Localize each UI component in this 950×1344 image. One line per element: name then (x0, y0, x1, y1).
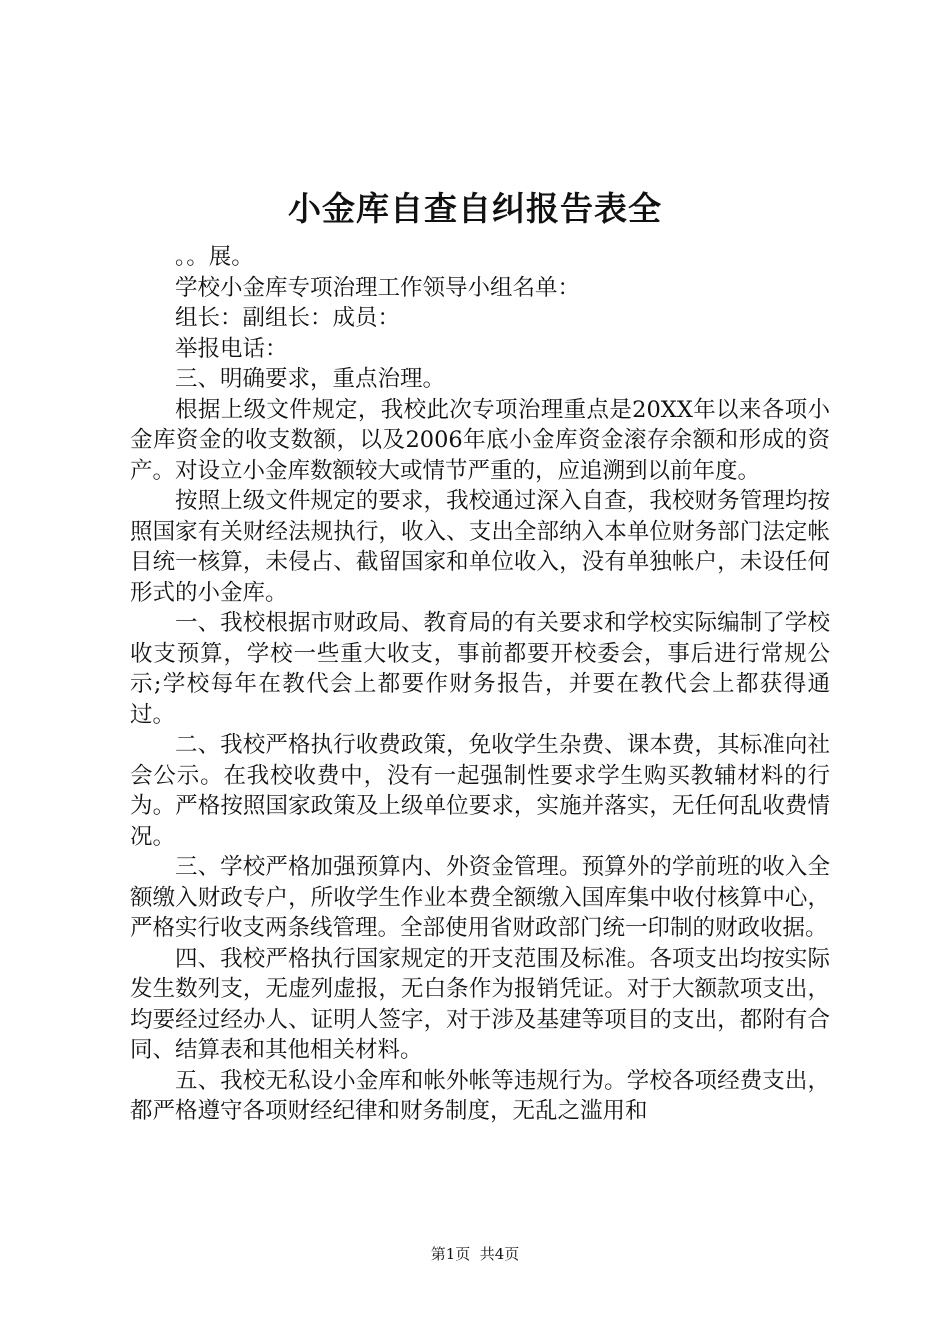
paragraph: 根据上级文件规定，我校此次专项治理重点是20XX年以来各项小金库资金的收支数额，以及2006年底小金库资金滚存余额和形成的资产。对设立小金库数额较大或情节严重的，应追溯到以前年度。 (130, 396, 830, 484)
paragraph: 学校小金库专项治理工作领导小组名单： (175, 274, 581, 301)
page-number-footer: 第1页 共4页 (430, 1245, 520, 1263)
paragraph: 按照上级文件规定的要求，我校通过深入自查，我校财务管理均按照国家有关财经法规执行，收入、支出全部纳入本单位财务部门法定帐目统一核算，未侵占、截留国家和单位收入，没有单独帐户，未设任何形式的小金库。 (130, 488, 830, 606)
document-body (130, 242, 830, 1127)
paragraph: 二、我校严格执行收费政策，免收学生杂费、课本费，其标准向社会公示。在我校收费中，没有一起强制性要求学生购买教辅材料的行为。严格按照国家政策及上级单位要求，实施并落实，无任何乱收费情况。 (130, 732, 830, 850)
paragraph: 五、我校无私设小金库和帐外帐等违规行为。学校各项经费支出，都严格遵守各项财经纪律和财务制度，无乱之滥用和 (130, 1067, 830, 1124)
paragraph: 组长：副组长：成员： (175, 305, 401, 331)
paragraph: 。。展。 (175, 244, 254, 270)
paragraph: 一、我校根据市财政局、教育局的有关要求和学校实际编制了学校收支预算，学校一些重大收支，事前都要开校委会，事后进行常规公示;学校每年在教代会上都要作财务报告，并要在教代会上都获得通过。 (130, 610, 830, 728)
paragraph: 三、明确要求，重点治理。 (175, 366, 446, 392)
document-title: 小金库自查自纠报告表全 (288, 189, 662, 228)
paragraph: 举报电话： (175, 335, 288, 362)
paragraph: 三、学校严格加强预算内、外资金管理。预算外的学前班的收入全额缴入财政专户，所收学生作业本费全额缴入国库集中收付核算中心，严格实行收支两条线管理。全部使用省财政部门统一印制的财政收据。 (130, 854, 830, 941)
paragraph: 四、我校严格执行国家规定的开支范围及标准。各项支出均按实际发生数列支，无虚列虚报，无白条作为报销凭证。对于大额款项支出，均要经过经办人、证明人签字，对于涉及基建等项目的支出，都附有合同、结算表和其他相关材料。 (130, 945, 830, 1063)
